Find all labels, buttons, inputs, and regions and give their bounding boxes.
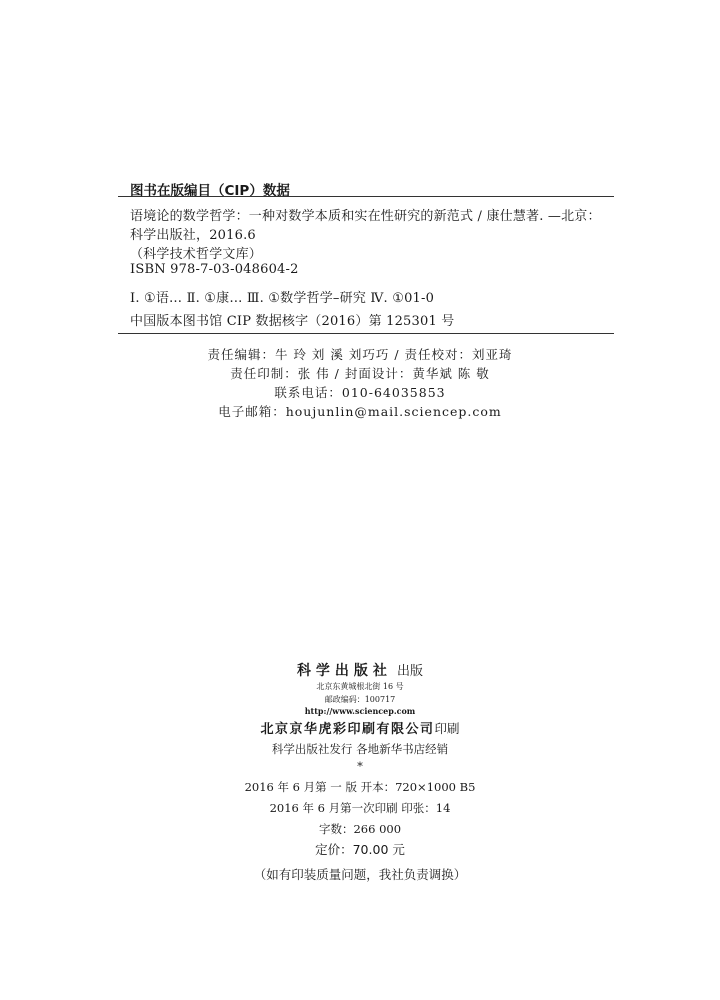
publisher-website: http://www.sciencep.com: [304, 706, 416, 716]
publisher-line: [0, 660, 720, 680]
printer-name: 北京京华虎彩印刷有限公司: [260, 722, 435, 737]
publisher-logo: 科学出版社: [296, 663, 392, 679]
edition-line: 2016 年 6 月第 一 版 开本：720×1000 B5: [244, 780, 476, 794]
cip-title-line: 语境论的数学哲学：一种对数学本质和实在性研究的新范式 / 康仕慧著. —北京：: [130, 209, 601, 224]
distribution-line: 科学出版社发行 各地新华书店经销: [271, 742, 449, 756]
cip-classification: Ⅰ. ①语… Ⅱ. ①康… Ⅲ. ①数学哲学–研究 Ⅳ. ①01-0: [130, 291, 435, 306]
printer-line: [0, 718, 720, 737]
cip-library-note: 中国版本图书馆 CIP 数据核字（2016）第 125301 号: [130, 314, 455, 329]
publisher-address: 北京东黄城根北街 16 号: [316, 682, 404, 691]
cip-top-rule: [118, 196, 614, 197]
publisher-postcode: 邮政编码：100717: [324, 695, 396, 704]
printer-suffix: 印刷: [434, 721, 460, 736]
contact-email: 电子邮箱：houjunlin@mail.sciencep.com: [218, 404, 502, 419]
quality-notice: （如有印装质量问题，我社负责调换）: [253, 867, 467, 882]
production-credits: 责任印制：张 伟 / 封面设计：黄华斌 陈 敬: [230, 366, 490, 381]
cip-title: 图书在版编目（CIP）数据: [130, 183, 290, 199]
cip-series-line: （科学技术哲学文库）: [130, 247, 263, 262]
printing-line: 2016 年 6 月第一次印刷 印张：14: [269, 801, 451, 815]
star-separator: *: [357, 759, 363, 773]
contact-phone: 联系电话：010-64035853: [274, 385, 446, 400]
publisher-suffix: 出版: [397, 664, 424, 679]
word-count: 字数：266 000: [318, 822, 402, 836]
editor-credits: 责任编辑：牛 玲 刘 溪 刘巧巧 / 责任校对：刘亚琦: [207, 347, 513, 362]
cip-isbn: ISBN 978-7-03-048604-2: [130, 262, 299, 277]
cip-bottom-rule: [118, 333, 614, 334]
cip-publisher-line: 科学出版社，2016.6: [130, 228, 256, 243]
price: 定价：70.00 元: [315, 842, 405, 857]
